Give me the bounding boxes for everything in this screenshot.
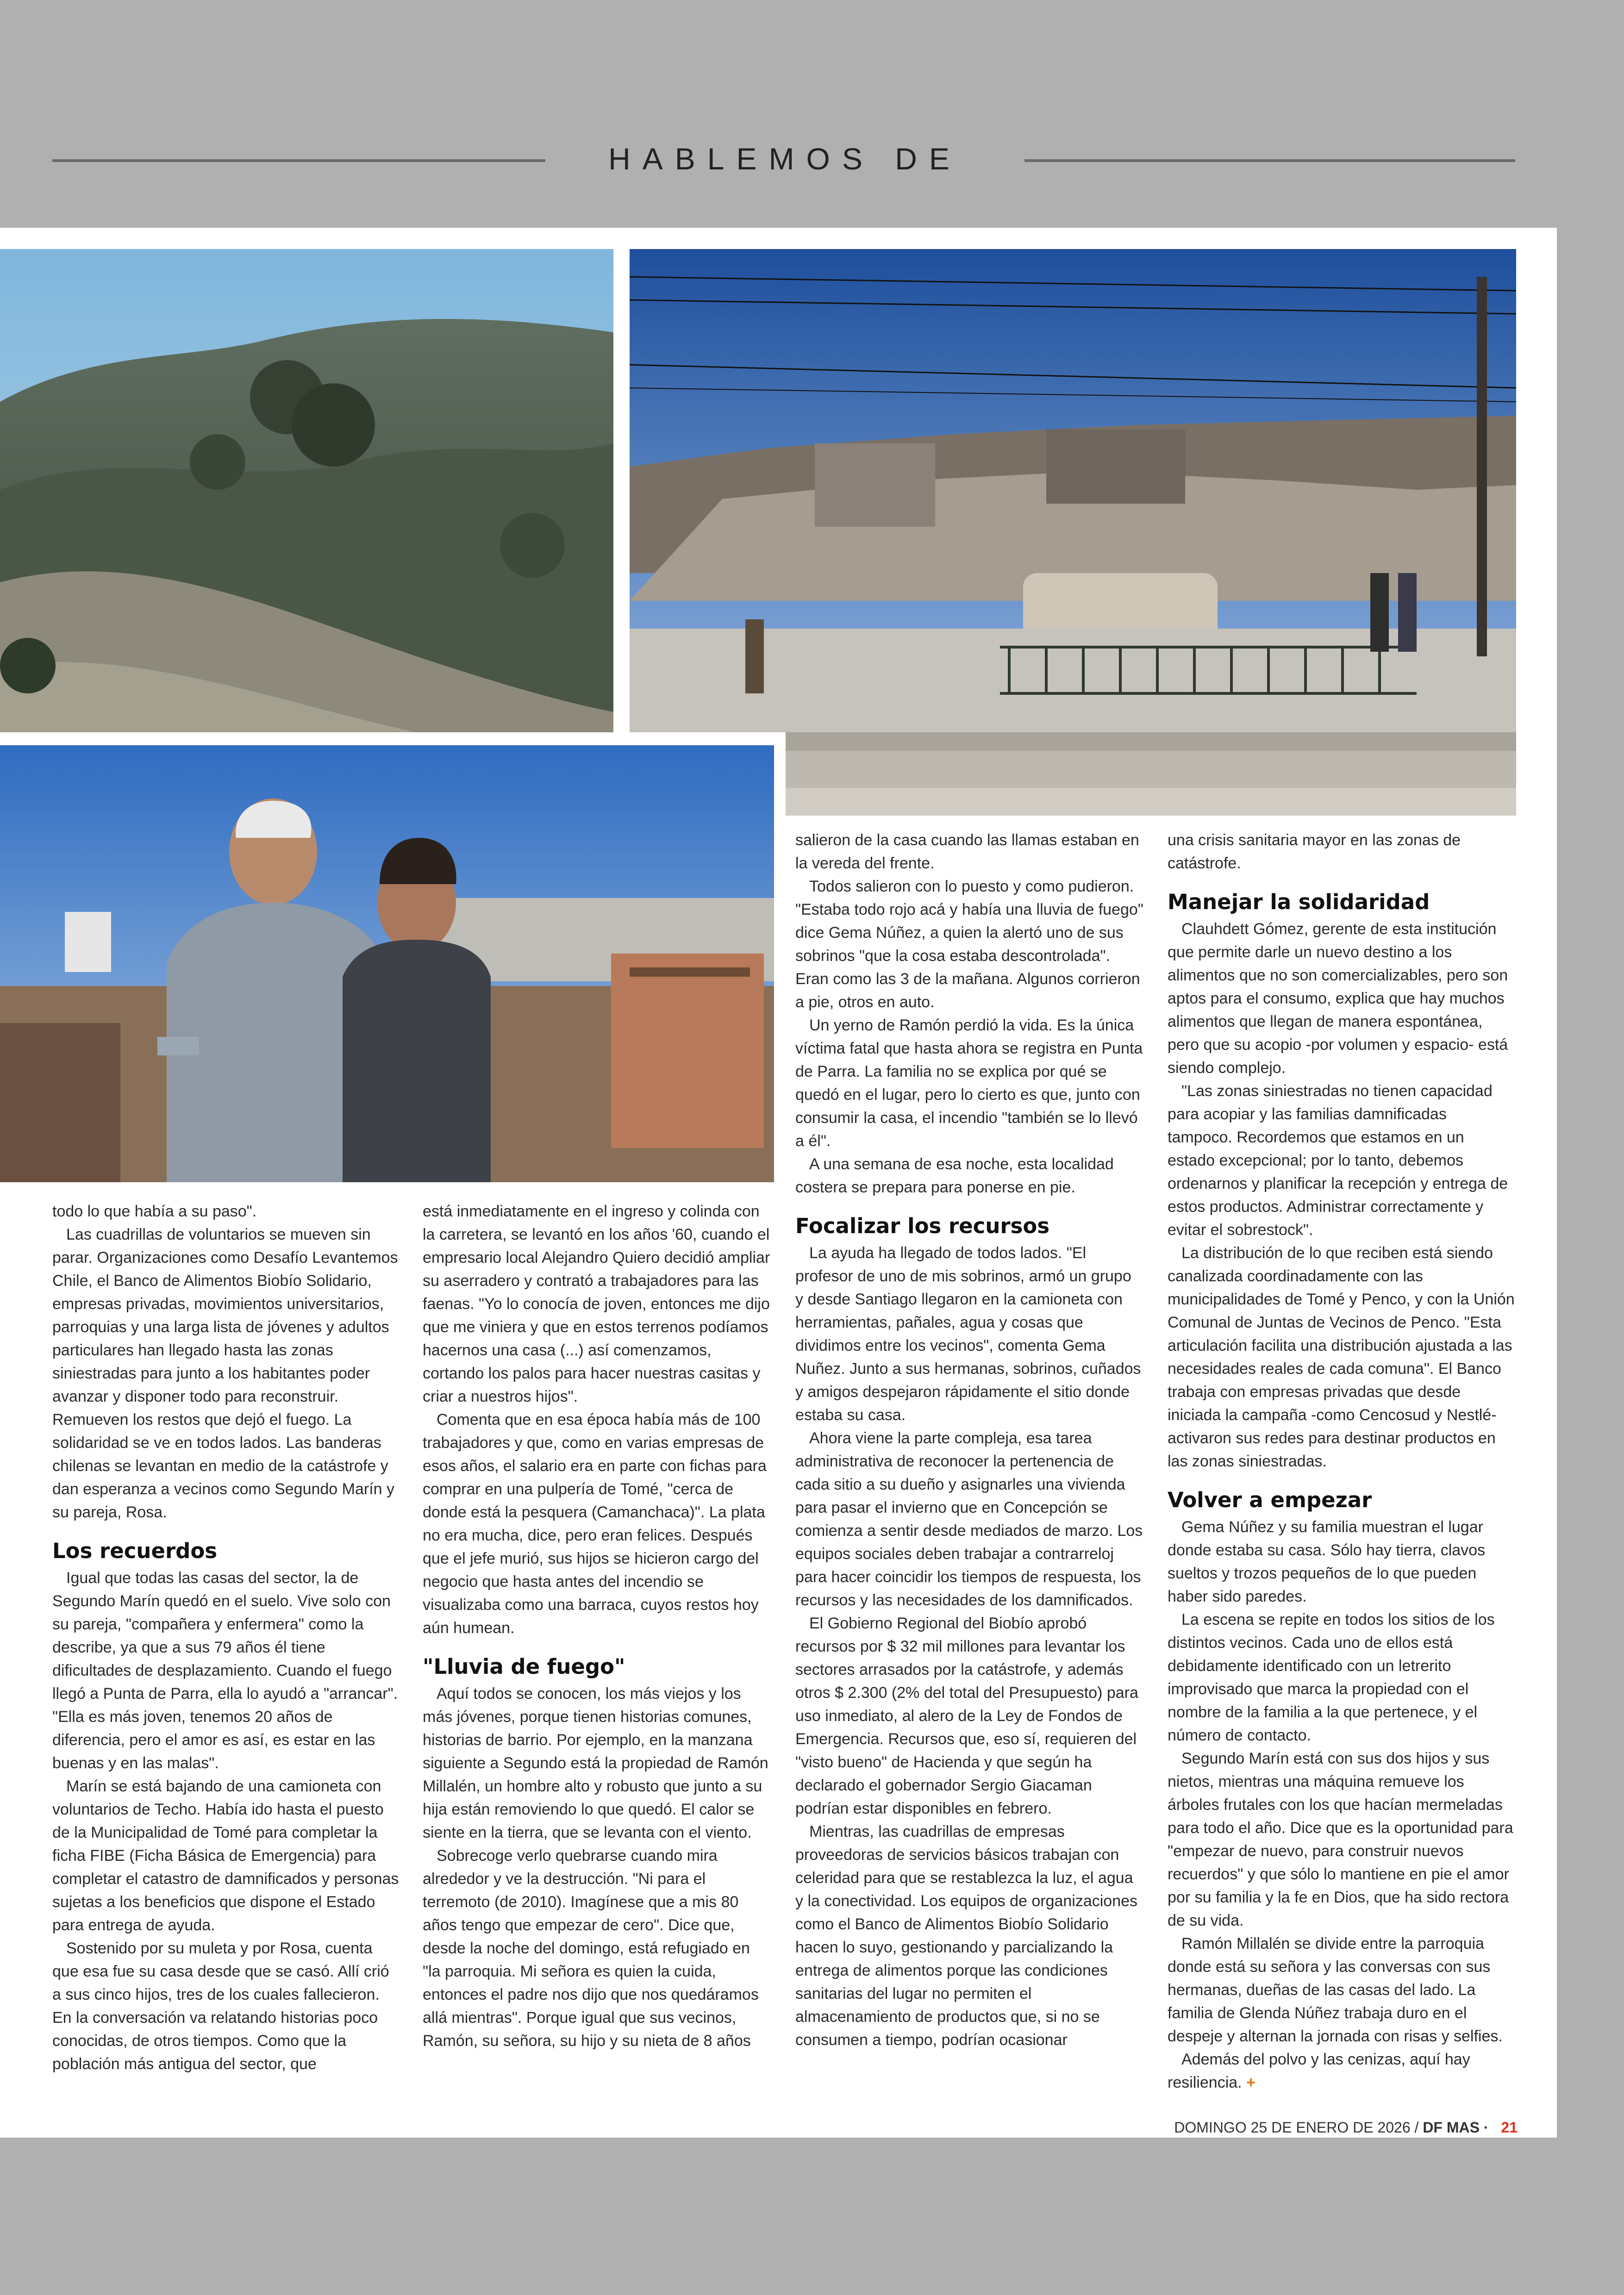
paragraph: una crisis sanitaria mayor en las zonas de catástrofe. [1168, 831, 1461, 872]
paragraph: Todos salieron con lo puesto y como pudieron. "Estaba todo rojo acá y había una lluvia de fuego" dice Gema Núñez, a quien la alertó uno de sus sobrinos "que la cosa estaba descontrolada". Eran como las 3 de la mañana. Algunos corrieron a pie, otros en auto. [795, 878, 1143, 1011]
paragraph-final [1168, 2048, 1516, 2094]
burned-street-photo-bottom [786, 732, 1516, 816]
article-column-3 [795, 829, 1143, 2052]
paragraph: Ahora viene la parte compleja, esa tarea administrativa de reconocer la pertenencia de cada sitio a su dueño y asignarles una vivienda para pasar el invierno que en Concepción se comienza a sentir desde mediados de marzo. Los equipos sociales deben trabajar a contrarreloj para hacer coincidir los tiempos de respuesta, los recursos y las necesidades de los damnificados. [795, 1429, 1143, 1609]
paragraph: Un yerno de Ramón perdió la vida. Es la única víctima fatal que hasta ahora se registra en Punta de Parra. La familia no se explica por qué se quedó en el lugar, pero lo cierto es que, junto con consumir la casa, el incendio "también se lo llevó a él". [795, 1017, 1143, 1150]
paragraph: Segundo Marín está con sus dos hijos y sus nietos, mientras una máquina remueve los árboles frutales con los que hacían mermeladas para todo el año. Dice que es la oportunidad para "empezar de nuevo, para construir nuevos recuerdos" y que sólo lo mantiene en pie el amor por su familia y la fe en Dios, que ha sido rectora de su vida. [1168, 1750, 1513, 1929]
subheading: Volver a empezar [1168, 1488, 1372, 1512]
paragraph: Comenta que en esa época había más de 100 trabajadores y que, como en varias empresas de esos años, el salario era en parte con fichas para comprar en una pulpería de Tomé, "cerca de donde está la pesquera (Camanchaca)". La plata no era mucha, dice, pero eran felices. Después que el jefe murió, sus hijos se hicieron cargo del negocio que hasta antes del incendio se visualizaba como una barraca, cuyos restos hoy aún humean. [423, 1411, 767, 1637]
paragraph: La ayuda ha llegado de todos lados. "El profesor de uno de mis sobrinos, armó un grupo y desde Santiago llegaron en la camioneta con herramientas, pañales, agua y cosas que dividimos entre los vecinos", comenta Gema Nuñez. Junto a sus hermanas, sobrinos, cuñados y amigos despejaron rápidamente el sitio donde estaba su casa. [795, 1244, 1141, 1424]
footer-date: DOMINGO 25 DE ENERO DE 2026 / [1174, 2119, 1419, 2136]
couple-portrait-photo [0, 745, 774, 1182]
burned-street-photo [630, 249, 1516, 732]
paragraph: Igual que todas las casas del sector, la de Segundo Marín quedó en el suelo. Vive solo con su pareja, "compañera y enfermera" como la describe, ya que a sus 79 años él tiene dificultades de desplazamiento. Cuando el fuego llegó a Punta de Parra, ella lo ayudó a "arrancar". "Ella es más joven, tenemos 20 años de diferencia, pero el amor es así, es estar en las buenas y en las malas". [52, 1569, 398, 1772]
article-column-2 [423, 1200, 771, 2052]
paragraph: Mientras, las cuadrillas de empresas proveedoras de servicios básicos trabajan con celeridad para que se restablezca la luz, el agua y la conectividad. Los equipos de organizaciones como el Banco de Alimentos Biobío Solidario hacen lo suyo, gestionando y parcializando la entrega de alimentos porque las condiciones sanitarias del lugar no permiten el almacenamiento de productos que, si no se consumen a tiempo, podrían ocasionar [795, 1823, 1138, 2049]
paragraph: La distribución de lo que reciben está siendo canalizada coordinadamente con las municipalidades de Tomé y Penco, y con la Unión Comunal de Juntas de Vecinos de Penco. "Esta articulación facilita una distribución ajustada a las necesidades reales de cada comuna". El Banco trabaja con empresas privadas que desde iniciada la campaña -como Cencosud y Nestlé- activaron sus redes para destinar productos en las zonas siniestradas. [1168, 1244, 1515, 1470]
end-mark-icon: + [1246, 2074, 1255, 2091]
paragraph: Sobrecoge verlo quebrarse cuando mira alrededor y ve la destrucción. "Ni para el terremoto (de 2010). Imagínese que a mis 80 años tengo que empezar de cero". Dice que, desde la noche del domingo, está refugiado en "la parroquia. Mi señora es quien la cuida, entonces el padre nos dijo que nos quedáramos allá mientras". Porque igual que sus vecinos, Ramón, su señora, su hijo y su nieta de 8 años [423, 1847, 759, 2050]
header-rule-right [1024, 159, 1515, 162]
paragraph: Clauhdett Gómez, gerente de esta institución que permite darle un nuevo destino a los alimentos que no son comercializables, pero son aptos para el consumo, explica que hay muchos alimentos que llegan de manera espontánea, pero que su acopio -por volumen y espacio- está siendo complejo. [1168, 920, 1508, 1077]
paragraph: todo lo que había a su paso". [52, 1203, 257, 1220]
subheading: Manejar la solidaridad [1168, 890, 1430, 914]
paragraph: "Las zonas siniestradas no tienen capacidad para acopiar y las familias damnificadas tampoco. Recordemos que estamos en un estado excepcional; por lo tanto, debemos ordenarnos y planificar la recepción y entrega de estos productos. Administrar correctamente y evitar el sobrestock". [1168, 1082, 1508, 1239]
burned-hills-photo [0, 249, 613, 732]
paragraph: Gema Núñez y su familia muestran el lugar donde estaba su casa. Sólo hay tierra, clavos sueltos y trozos pequeños de lo que pueden haber sido paredes. [1168, 1518, 1486, 1605]
section-title: HABLEMOS DE [608, 142, 962, 176]
article-column-1 [52, 1200, 400, 2076]
subheading: "Lluvia de fuego" [423, 1654, 625, 1679]
subheading: Focalizar los recursos [795, 1214, 1050, 1238]
page-footer [1156, 2119, 1518, 2136]
paragraph: A una semana de esa noche, esta localidad costera se prepara para ponerse en pie. [795, 1155, 1114, 1196]
paragraph: salieron de la casa cuando las llamas estaban en la vereda del frente. [795, 831, 1139, 872]
footer-magazine: DF MAS · [1423, 2119, 1489, 2136]
article-column-4 [1168, 829, 1516, 2094]
paragraph: Aquí todos se conocen, los más viejos y los más jóvenes, porque tienen historias comunes, historias de barrio. Por ejemplo, en la manzana siguiente a Segundo está la propiedad de Ramón Millalén, un hombre alto y robusto que junto a su hija están removiendo lo que quedó. El calor se siente en la tierra, que se levanta con el viento. [423, 1685, 768, 1841]
paragraph: Sostenido por su muleta y por Rosa, cuenta que esa fue su casa desde que se casó. Allí crió a sus cinco hijos, tres de los cuales fallecieron. En la conversación va relatando historias poco conocidas, de otros tiempos. Como que la población más antigua del sector, que [52, 1940, 389, 2073]
subheading: Los recuerdos [52, 1539, 218, 1563]
paragraph: El Gobierno Regional del Biobío aprobó recursos por $ 32 mil millones para levantar los sectores arrasados por la catástrofe, y además otros $ 2.300 (2% del total del Presupuesto) para uso inmediato, al alero de la Ley de Fondos de Emergencia. Recursos que, eso sí, requieren del "visto bueno" de Hacienda y que según ha declarado el gobernador Sergio Giacaman podrían estar disponibles en febrero. [795, 1615, 1138, 1817]
header-rule-left [52, 159, 545, 162]
paragraph: Ramón Millalén se divide entre la parroquia donde está su señora y las conversas con sus hermanas, dueñas de las casas del lado. La familia de Glenda Núñez trabaja duro en el despeje y alternan la jornada con risas y selfies. [1168, 1935, 1503, 2045]
paragraph: La escena se repite en todos los sitios de los distintos vecinos. Cada uno de ellos está debidamente identificado con un letrerito improvisado que marca la propiedad con el nombre de la familia a la que pertenece, y el número de contacto. [1168, 1611, 1495, 1744]
paragraph: Las cuadrillas de voluntarios se mueven sin parar. Organizaciones como Desafío Levantemos Chile, el Banco de Alimentos Biobío Solidario, empresas privadas, movimientos universitarios, parroquias y una larga lista de jóvenes y adultos particulares han llegado hasta las zonas siniestradas para junto a los habitantes poder avanzar y disponer todo para reconstruir. Remueven los restos que dejó el fuego. La solidaridad se ve en todos lados. Las banderas chilenas se levantan en medio de la catástrofe y dan esperanza a vecinos como Segundo Marín y su pareja, Rosa. [52, 1226, 398, 1521]
paragraph-text: Además del polvo y las cenizas, aquí hay resiliencia. [1168, 2051, 1470, 2091]
paragraph: está inmediatamente en el ingreso y colinda con la carretera, se levantó en los años '60, cuando el empresario local Alejandro Quiero decidió ampliar su aserradero y contrató a trabajadores para las faenas. "Yo lo conocía de joven, entonces me dijo que me viniera y que en estos terrenos podíamos hacernos una casa (...) así comenzamos, cortando los palos para hacer nuestras casitas y criar a nuestros hijos". [423, 1203, 770, 1405]
page-number: 21 [1501, 2119, 1518, 2136]
paragraph: Marín se está bajando de una camioneta con voluntarios de Techo. Había ido hasta el puesto de la Municipalidad de Tomé para completar la ficha FIBE (Ficha Básica de Emergencia) para completar el catastro de damnificados y personas sujetas a los beneficios que dispone el Estado para entrega de ayuda. [52, 1777, 399, 1934]
